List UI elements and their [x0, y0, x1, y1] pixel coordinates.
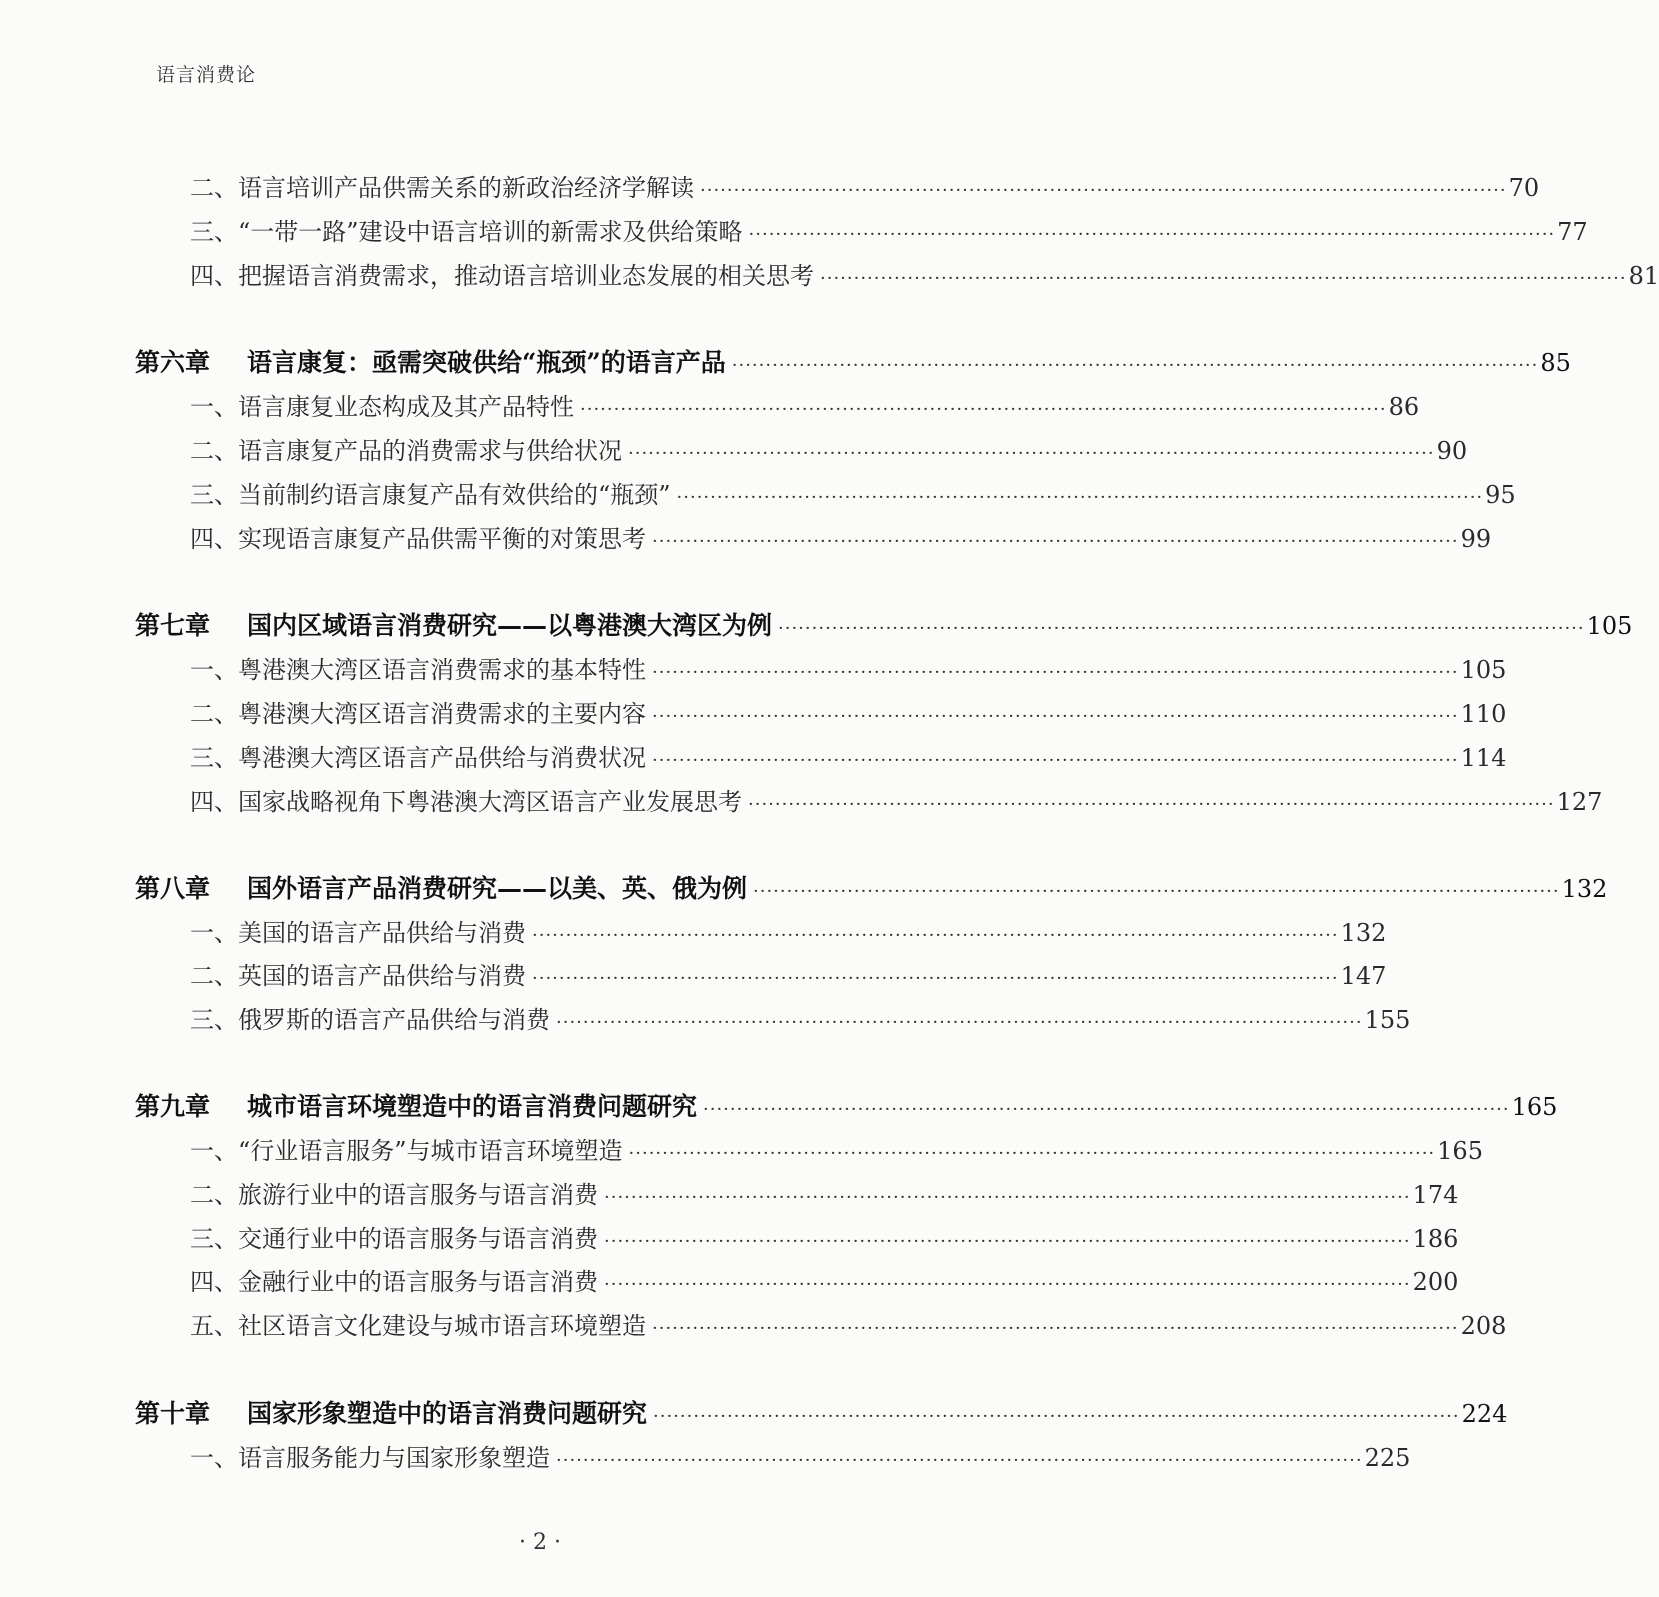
toc-entry-page: 105 — [1586, 612, 1633, 640]
toc-entry-number: 三、 — [190, 218, 238, 246]
toc-entry-number: 一、 — [190, 1137, 238, 1165]
dot-leader: ························································································································ — [628, 443, 1435, 464]
toc-entry-number: 三、 — [190, 1225, 238, 1253]
toc-entry-number: 二、 — [190, 962, 238, 990]
toc-section-entry — [190, 214, 1588, 250]
page-number: · 2 · — [519, 1530, 561, 1555]
toc-section-entry — [190, 1221, 1459, 1257]
toc-entry-page: 200 — [1412, 1268, 1459, 1296]
toc-entry-page: 224 — [1461, 1400, 1508, 1428]
toc-entry-number: 二、 — [190, 1181, 238, 1209]
toc-entry-page: 132 — [1340, 919, 1387, 947]
toc-chapter-entry — [135, 608, 1633, 644]
toc-entry-title: 语言康复：亟需突破供给“瓶颈”的语言产品 — [247, 348, 726, 377]
dot-leader: ························································································································ — [556, 1450, 1363, 1471]
toc-entry-page: 95 — [1485, 481, 1516, 509]
toc-entry-page: 147 — [1340, 962, 1387, 990]
toc-section-entry — [190, 958, 1387, 994]
toc-entry-title: 俄罗斯的语言产品供给与消费 — [238, 1006, 550, 1034]
toc-section-entry — [190, 652, 1507, 688]
toc-entry-title: “行业语言服务”与城市语言环境塑造 — [238, 1137, 623, 1165]
toc-entry-title: 国家战略视角下粤港澳大湾区语言产业发展思考 — [238, 788, 742, 816]
toc-entry-number: 一、 — [190, 919, 238, 947]
toc-section-entry — [190, 1264, 1459, 1300]
toc-entry-number: 四、 — [190, 262, 238, 290]
dot-leader: ························································································································ — [652, 662, 1459, 683]
toc-entry-page: 127 — [1556, 788, 1603, 816]
toc-entry-number: 一、 — [190, 393, 238, 421]
toc-entry-page: 70 — [1508, 174, 1540, 202]
toc-entry-number: 五、 — [190, 1312, 238, 1340]
toc-section-entry — [190, 1308, 1507, 1344]
dot-leader: ························································································································ — [652, 750, 1459, 771]
toc-entry-number: 三、 — [190, 481, 238, 509]
toc-section-entry — [190, 477, 1516, 513]
toc-section-entry — [190, 915, 1387, 951]
toc-entry-title: 当前制约语言康复产品有效供给的“瓶颈” — [238, 481, 671, 509]
dot-leader: ························································································································ — [652, 1318, 1459, 1339]
toc-section-entry — [190, 740, 1507, 776]
toc-entry-title: 社区语言文化建设与城市语言环境塑造 — [238, 1312, 646, 1340]
dot-leader: ························································································································ — [532, 968, 1339, 989]
toc-section-entry — [190, 1177, 1459, 1213]
dot-leader: ························································································································ — [604, 1274, 1411, 1295]
toc-entry-title: 美国的语言产品供给与消费 — [238, 919, 526, 947]
toc-section-entry — [190, 1133, 1483, 1169]
toc-entry-title: “一带一路”建设中语言培训的新需求及供给策略 — [238, 218, 743, 246]
toc-chapter-entry — [135, 1396, 1508, 1432]
dot-leader: ························································································································ — [604, 1231, 1411, 1252]
dot-leader: ························································································································ — [703, 1099, 1510, 1120]
toc-section-entry — [190, 521, 1492, 557]
toc-entry-page: 86 — [1388, 393, 1420, 421]
toc-entry-page: 155 — [1364, 1006, 1411, 1034]
toc-section-entry — [190, 696, 1507, 732]
toc-entry-number: 四、 — [190, 1268, 238, 1296]
toc-entry-title: 把握语言消费需求，推动语言培训业态发展的相关思考 — [238, 262, 814, 290]
toc-entry-page: 132 — [1561, 875, 1608, 903]
toc-entry-page: 81 — [1628, 262, 1659, 290]
dot-leader: ························································································································ — [748, 224, 1556, 245]
dot-leader: ························································································································ — [580, 399, 1387, 420]
toc-entry-page: 77 — [1557, 218, 1588, 246]
toc-entry-number: 第六章 — [135, 348, 211, 377]
toc-section-entry — [190, 784, 1603, 820]
running-head: 语言消费论 — [156, 64, 257, 86]
toc-entry-title: 语言康复产品的消费需求与供给状况 — [238, 437, 622, 465]
dot-leader: ························································································································ — [820, 268, 1627, 289]
toc-section-entry — [190, 1002, 1411, 1038]
toc-entry-title: 国外语言产品消费研究——以美、英、俄为例 — [247, 874, 748, 903]
toc-entry-title: 金融行业中的语言服务与语言消费 — [238, 1268, 598, 1296]
dot-leader: ························································································································ — [731, 355, 1539, 376]
dot-leader: ························································································································ — [676, 487, 1484, 508]
toc-entry-page: 165 — [1511, 1093, 1558, 1121]
toc-entry-title: 语言服务能力与国家形象塑造 — [238, 1444, 550, 1472]
toc-entry-page: 85 — [1540, 349, 1571, 377]
toc-entry-number: 四、 — [190, 788, 238, 816]
toc-chapter-entry — [135, 1089, 1558, 1125]
dot-leader: ························································································································ — [753, 881, 1560, 902]
toc-entry-page: 114 — [1460, 744, 1507, 772]
dot-leader: ························································································································ — [532, 925, 1339, 946]
toc-entry-title: 城市语言环境塑造中的语言消费问题研究 — [247, 1092, 698, 1121]
toc-entry-number: 一、 — [190, 1444, 238, 1472]
toc-entry-number: 三、 — [190, 744, 238, 772]
toc-section-entry — [190, 389, 1420, 425]
toc-entry-title: 国内区域语言消费研究——以粤港澳大湾区为例 — [247, 611, 773, 640]
toc-entry-page: 225 — [1364, 1444, 1411, 1472]
dot-leader: ························································································································ — [628, 1143, 1436, 1164]
toc-entry-page: 90 — [1436, 437, 1468, 465]
dot-leader: ························································································································ — [778, 618, 1585, 639]
toc-chapter-entry — [135, 871, 1608, 907]
dot-leader: ························································································································ — [748, 794, 1555, 815]
toc-section-entry — [190, 1440, 1411, 1476]
toc-entry-page: 174 — [1412, 1181, 1459, 1209]
toc-entry-title: 交通行业中的语言服务与语言消费 — [238, 1225, 598, 1253]
toc-entry-title: 语言培训产品供需关系的新政治经济学解读 — [238, 174, 694, 202]
toc-entry-number: 四、 — [190, 525, 238, 553]
toc-entry-number: 三、 — [190, 1006, 238, 1034]
toc-entry-page: 208 — [1460, 1312, 1507, 1340]
dot-leader: ························································································································ — [652, 531, 1459, 552]
dot-leader: ························································································································ — [556, 1012, 1363, 1033]
toc-entry-number: 二、 — [190, 174, 238, 202]
toc-entry-title: 语言康复业态构成及其产品特性 — [238, 393, 574, 421]
toc-entry-number: 第七章 — [135, 611, 211, 640]
toc-entry-title: 旅游行业中的语言服务与语言消费 — [238, 1181, 598, 1209]
toc-entry-number: 二、 — [190, 700, 238, 728]
toc-entry-page: 99 — [1460, 525, 1492, 553]
toc-chapter-entry — [135, 345, 1571, 381]
toc-entry-number: 第十章 — [135, 1399, 211, 1428]
toc-entry-page: 165 — [1437, 1137, 1483, 1165]
dot-leader: ························································································································ — [652, 706, 1459, 727]
dot-leader: ························································································································ — [604, 1187, 1411, 1208]
toc-entry-title: 国家形象塑造中的语言消费问题研究 — [247, 1399, 648, 1428]
dot-leader: ························································································································ — [653, 1406, 1460, 1427]
toc-entry-number: 一、 — [190, 656, 238, 684]
toc-entry-page: 186 — [1412, 1225, 1459, 1253]
toc-entry-number: 第八章 — [135, 874, 211, 903]
toc-entry-number: 二、 — [190, 437, 238, 465]
toc-entry-number: 第九章 — [135, 1092, 211, 1121]
toc-section-entry — [190, 433, 1468, 469]
toc-entry-page: 105 — [1460, 656, 1507, 684]
toc-entry-title: 英国的语言产品供给与消费 — [238, 962, 526, 990]
toc-section-entry — [190, 258, 1659, 294]
toc-entry-title: 粤港澳大湾区语言消费需求的主要内容 — [238, 700, 646, 728]
toc-entry-title: 实现语言康复产品供需平衡的对策思考 — [238, 525, 646, 553]
toc-entry-title: 粤港澳大湾区语言消费需求的基本特性 — [238, 656, 646, 684]
dot-leader: ························································································································ — [700, 180, 1507, 201]
toc-entry-page: 110 — [1460, 700, 1507, 728]
toc-section-entry — [190, 170, 1540, 206]
toc-entry-title: 粤港澳大湾区语言产品供给与消费状况 — [238, 744, 646, 772]
